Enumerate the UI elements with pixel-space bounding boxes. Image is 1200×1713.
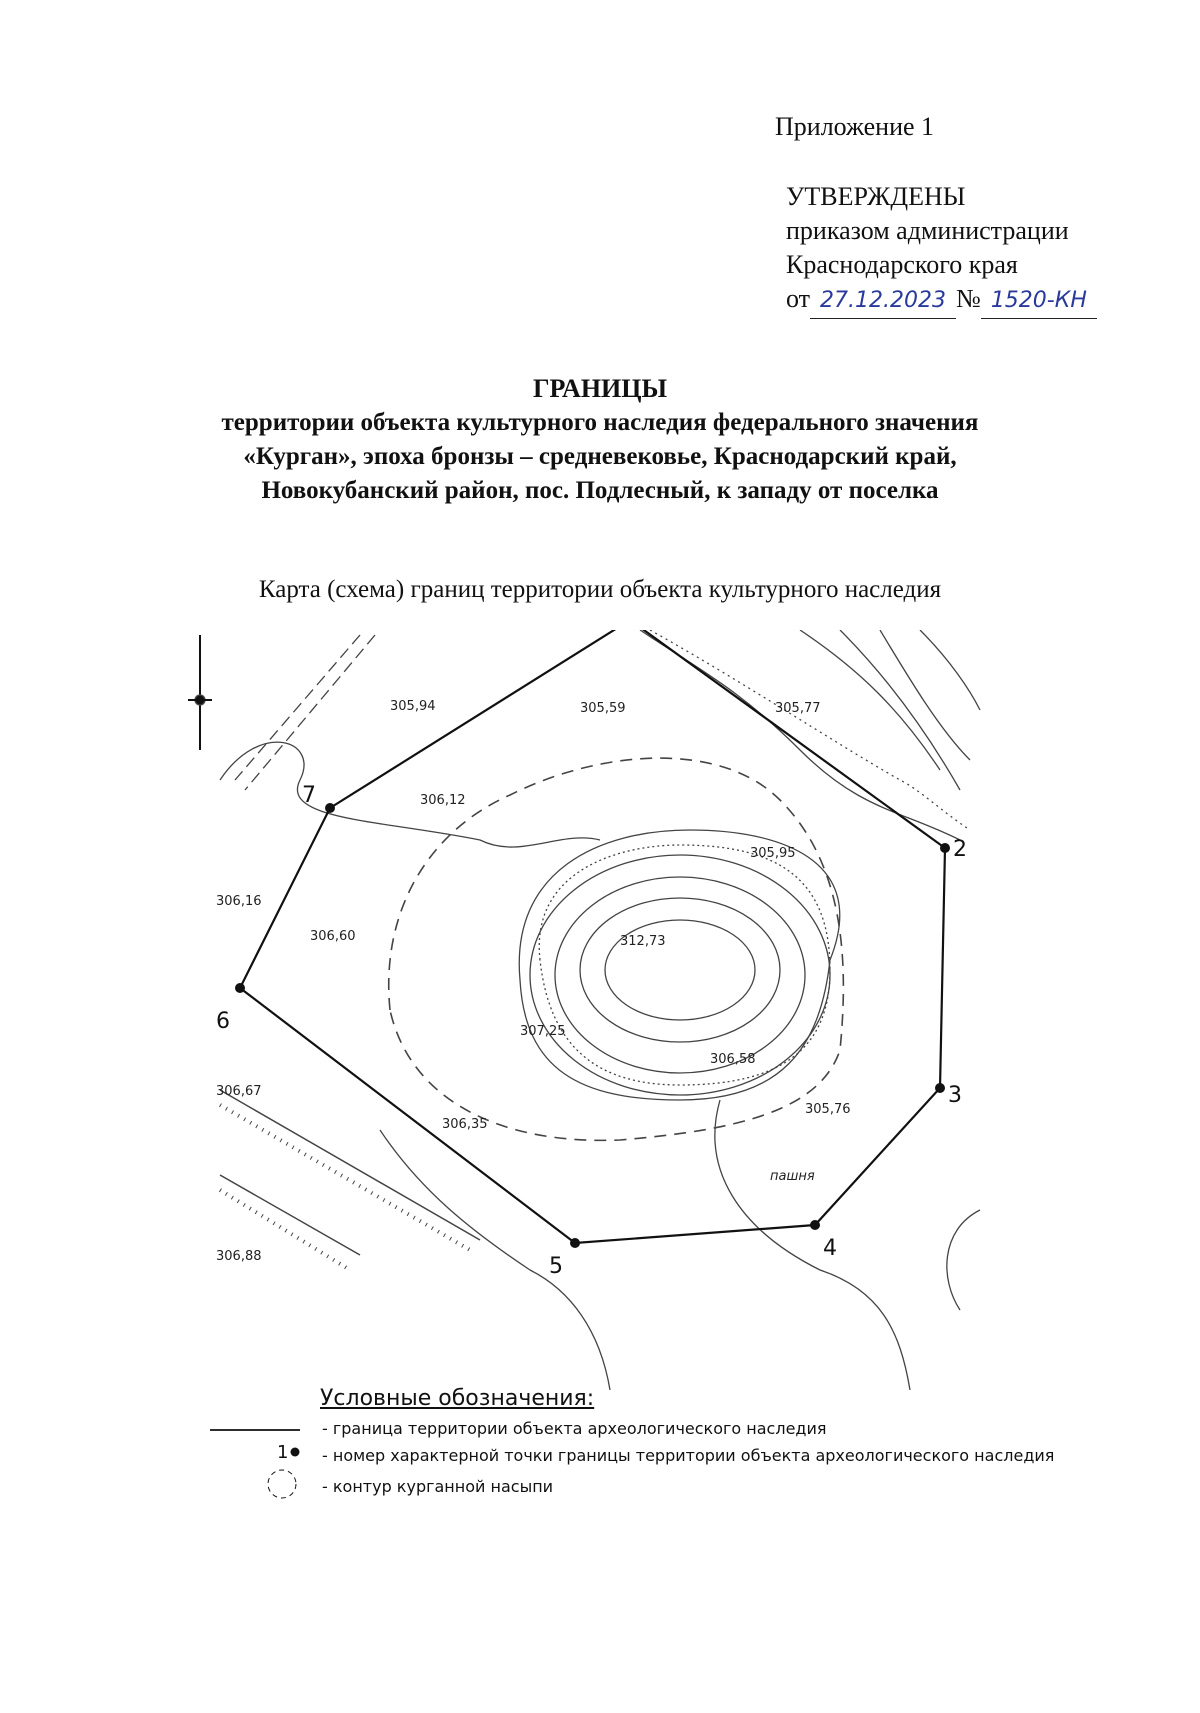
title-line-3: Новокубанский район, пос. Подлесный, к западу от поселка <box>261 477 939 504</box>
title-line-1: территории объекта культурного наследия федерального значения <box>221 409 979 436</box>
approval-line-2: приказом администрации <box>786 216 1069 245</box>
boundary-map <box>180 630 1080 1390</box>
elevation-mark: 306,60 <box>310 929 356 944</box>
number-prefix: № <box>956 284 981 313</box>
elevation-mark: 306,35 <box>442 1117 488 1132</box>
boundary-point-4-label: 4 <box>823 1236 837 1261</box>
boundary-point-5-label: 5 <box>549 1254 563 1279</box>
boundary-point-7-label: 7 <box>302 783 316 808</box>
boundary-point-2-label: 2 <box>953 837 967 862</box>
boundary-point-7-marker <box>325 803 335 813</box>
elevation-mark: 305,77 <box>775 701 821 716</box>
elevation-mark: 306,58 <box>710 1052 756 1067</box>
approval-line-1: УТВЕРЖДЕНЫ <box>786 182 966 211</box>
approval-block <box>786 180 1097 319</box>
boundary-point-3-marker <box>935 1083 945 1093</box>
boundary-point-6-marker <box>235 983 245 993</box>
handwritten-date: 27.12.2023 <box>820 288 946 313</box>
date-prefix: от <box>786 284 811 313</box>
boundary-point-6-label: 6 <box>216 1009 230 1034</box>
legend-item-point: - номер характерной точки границы территории объекта археологического наследия <box>322 1446 1055 1465</box>
north-arrow-icon <box>188 635 212 750</box>
elevation-mark: 305,76 <box>805 1102 851 1117</box>
boundary-point-4-marker <box>810 1220 820 1230</box>
elevation-mark: 306,88 <box>216 1249 262 1264</box>
elevation-mark: 305,95 <box>750 846 796 861</box>
legend-title: Условные обозначения: <box>320 1386 595 1411</box>
elevation-mark: 307,25 <box>520 1024 566 1039</box>
document-title <box>0 372 1200 508</box>
kurgan-contours <box>389 758 844 1140</box>
elevation-mark: 306,16 <box>216 894 262 909</box>
elevation-mark: 312,73 <box>620 934 666 949</box>
legend-symbols <box>205 1420 315 1500</box>
elevation-mark: 306,67 <box>216 1084 262 1099</box>
boundary-point-2-marker <box>940 843 950 853</box>
elevation-mark: 305,59 <box>580 701 626 716</box>
title-line-2: «Курган», эпоха бронзы – средневековье, Краснодарский край, <box>243 443 957 470</box>
map-subtitle: Карта (схема) границ территории объекта культурного наследия <box>258 576 942 603</box>
boundary-point-5-marker <box>570 1238 580 1248</box>
legend-item-boundary: - граница территории объекта археологического наследия <box>322 1419 827 1438</box>
boundary-point-3-label: 3 <box>948 1083 962 1108</box>
elevation-mark: 306,12 <box>420 793 466 808</box>
title-main: ГРАНИЦЫ <box>532 374 668 403</box>
approval-line-3: Краснодарского края <box>786 250 1018 279</box>
land-label-arable-2: пашня <box>770 1169 815 1184</box>
approval-date-line <box>786 282 1097 319</box>
elevation-mark: 305,94 <box>390 699 436 714</box>
legend-item-mound: - контур курганной насыпи <box>322 1477 554 1496</box>
handwritten-number: 1520-КН <box>990 288 1087 313</box>
appendix-label: Приложение 1 <box>775 112 935 141</box>
legend-point-number: 1 <box>277 1442 289 1463</box>
